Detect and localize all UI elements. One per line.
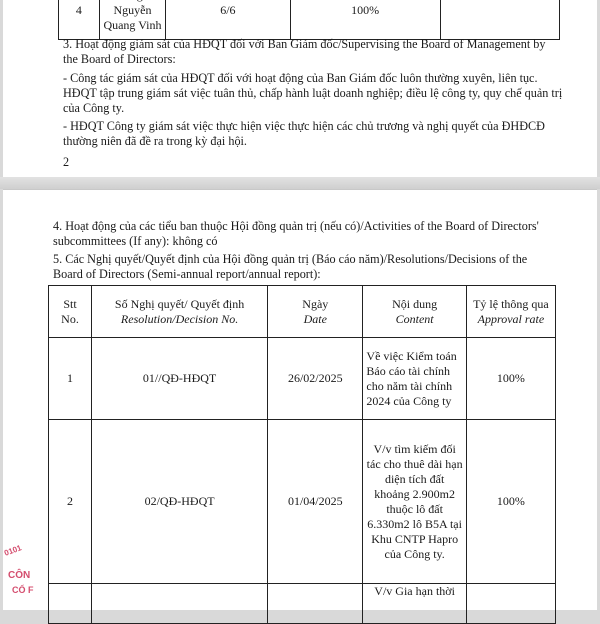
table-row — [49, 584, 556, 624]
page-number: 2 — [63, 155, 70, 169]
section-5-title: 5. Các Nghị quyết/Quyết định của Hội đồng quản trị (Báo cáo năm)/Resolutions/Decisions of the Board of Directors (Semi-annual report/annual report): — [53, 252, 528, 281]
cell-content: V/v tìm kiếm đối tác cho thuê dài hạn diện tích đất khoảng 2.900m2 thuộc lô đất 6.330m2 lô B5A tại Khu CNTP Hapro của Công ty. — [363, 420, 466, 584]
paragraph-2: - HĐQT Công ty giám sát việc thực hiện việc thực hiện các chủ trương và nghị quyết của ĐHĐCĐ thường niên đã đề ra trong kỳ đại hội. — [63, 119, 545, 148]
header-date: Ngày Date — [268, 286, 363, 338]
cell-number — [92, 584, 268, 624]
resolutions-table — [48, 285, 556, 624]
cell-no: 4 — [59, 0, 100, 40]
cell-no: 1 — [49, 338, 92, 420]
attendance-table — [58, 0, 560, 40]
cell-number: 01//QĐ-HĐQT — [92, 338, 268, 420]
cell-date — [268, 584, 363, 624]
cell-date: 26/02/2025 — [268, 338, 363, 420]
paragraph-1: - Công tác giám sát của HĐQT đối với hoạt động của Ban Giám đốc luôn thường xuyên, liên tục. HĐQT tập trung giám sát việc tuân thủ, chấp hành luật doanh nghiệp; điều lệ công ty, quy chế quản trị của Công ty. — [63, 71, 563, 115]
table-row — [49, 338, 556, 420]
header-content: Nội dung Content — [363, 286, 466, 338]
cell-content: V/v Gia hạn thời — [363, 584, 466, 624]
cell-rate: 100% — [466, 420, 555, 584]
header-approval-rate: Tỷ lệ thông qua Approval rate — [466, 286, 555, 338]
cell-reason — [440, 0, 559, 40]
cell-rate — [466, 584, 555, 624]
header-no: Stt No. — [49, 286, 92, 338]
cell-no: 2 — [49, 420, 92, 584]
cell-number: 02/QĐ-HĐQT — [92, 420, 268, 584]
cell-rate: 100% — [290, 0, 440, 40]
document-page-1 — [3, 0, 597, 178]
section-3-title: 3. Hoạt động giám sát của HĐQT đối với Ban Giám đốc/Supervising the Board of Management by the Board of Directors: — [63, 37, 546, 66]
section-4-text: 4. Hoạt động của các tiểu ban thuộc Hội đồng quản trị (nếu có)/Activities of the Board of Directors' subcommittees (If any): không có — [53, 219, 539, 248]
table-row — [59, 0, 560, 40]
header-resolution-no: Số Nghị quyết/ Quyết định Resolution/Decision No. — [92, 286, 268, 338]
page-separator — [0, 177, 600, 189]
cell-rate: 100% — [466, 338, 555, 420]
cell-date: 01/04/2025 — [268, 420, 363, 584]
table-row — [49, 420, 556, 584]
document-page-2 — [3, 189, 597, 610]
cell-meetings: 6/6 — [166, 0, 290, 40]
table-header-row — [49, 286, 556, 338]
cell-name: Nguyễn Quang Vinh — [99, 0, 165, 40]
company-stamp: 0101 CÔN CỔ F — [2, 543, 34, 595]
cell-no — [49, 584, 92, 624]
cell-content: Về việc Kiểm toán Báo cáo tài chính cho năm tài chính 2024 của Công ty — [363, 338, 466, 420]
